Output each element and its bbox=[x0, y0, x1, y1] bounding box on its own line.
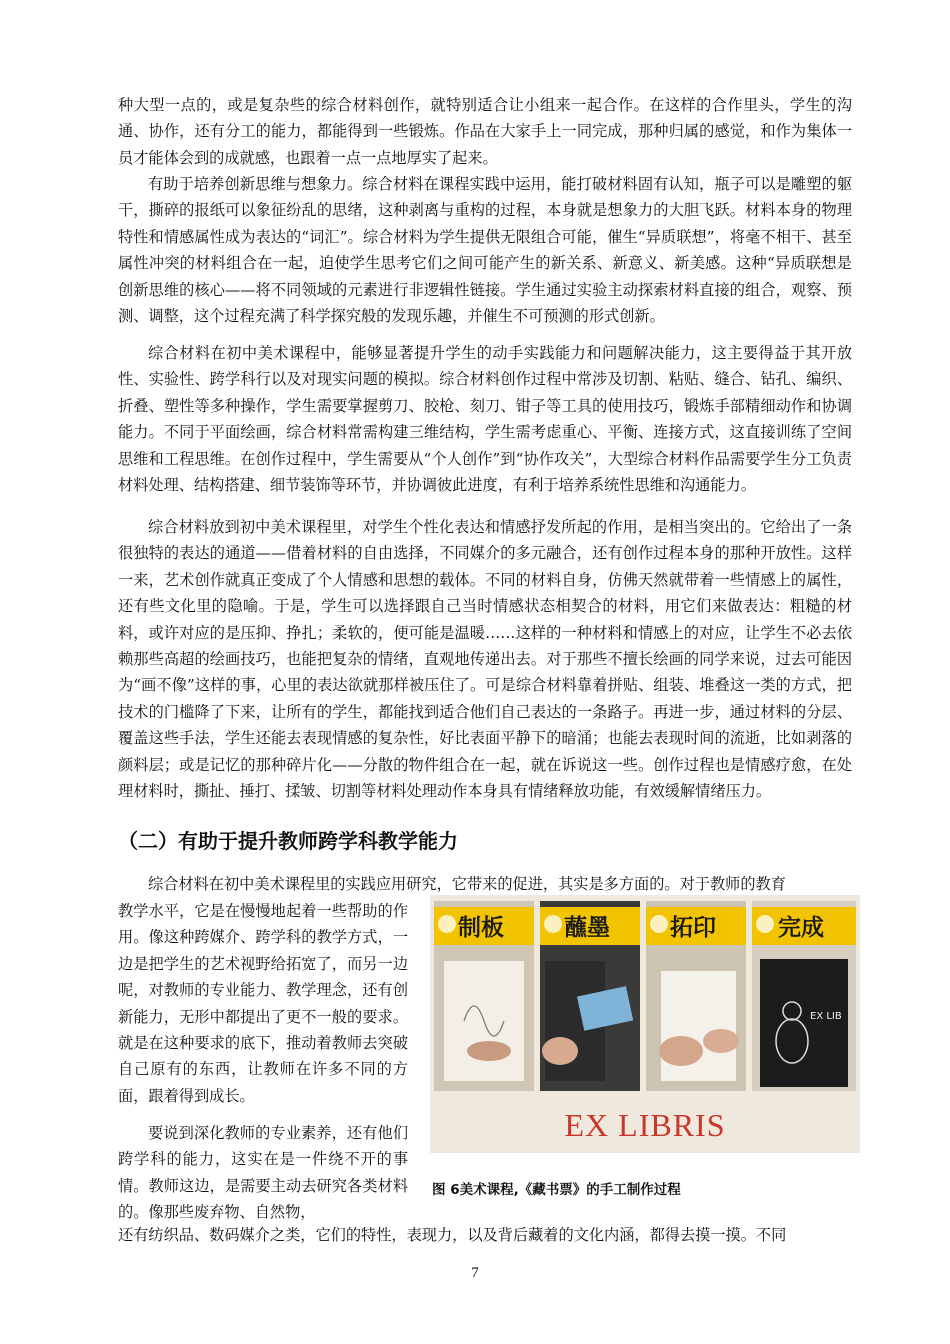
figure-caption: 图 6美术课程,《藏书票》的手工制作过程 bbox=[432, 1182, 681, 1198]
step-number-circle bbox=[650, 915, 668, 933]
step-number-circle bbox=[544, 915, 562, 933]
paragraph-4: 综合材料放到初中美术课程里，对学生个性化表达和情感抒发所起的作用，是相当突出的。它给出了一条很独特的表达的通道——借着材料的自由选择，不同媒介的多元融合，还有创作过程本身的那种开放性。这样一来，艺术创作就真正变成了个人情感和思想的载体。不同的材料自身，仿佛天然就带着一些情感上的属性，还有些文化里的隐喻。于是，学生可以选择跟自己当时情感状态相契合的材料，用它们来做表达：粗糙的材料，或许对应的是压抑、挣扎；柔软的，便可能是温暖……这样的一种材料和情感上的对应，让学生不必去依赖那些高超的绘画技巧，也能把复杂的情绪，直观地传递出去。对于那些不擅长绘画的同学来说，过去可能因为“画不像”这样的事，心里的表达欲就那样被压住了。可是综合材料靠着拼贴、组装、堆叠这一类的方式，把技术的门槛降了下来，让所有的学生，都能找到适合他们自己表达的一条路子。再进一步，通过材料的分层、覆盖这些手法，学生还能去表现情感的复杂性，好比表面平静下的暗涌；也能去表现时间的流逝，比如剥落的颜料层；或是记忆的那种碎片化——分散的物件组合在一起，就在诉说这一些。创作过程也是情感疗愈，在处理材料时，撕扯、捶打、揉皱、切割等材料处理动作本身具有情绪释放功能，有效缓解情绪压力。 bbox=[118, 518, 852, 801]
step-label-print: 拓印 bbox=[670, 915, 716, 941]
paragraph-6-wrapped: 要说到深化教师的专业素养，还有他们跨学科的能力，这实在是一件绕不开的事情。教师这边，是需要主动去研究各类材料的。像那些废弃物、自然物， bbox=[118, 1124, 408, 1222]
bookplate-process-figure bbox=[430, 895, 860, 1153]
paragraph-2: 有助于培养创新思维与想象力。综合材料在课程实践中运用，能打破材料固有认知，瓶子可以是雕塑的躯干，撕碎的报纸可以象征纷乱的思绪，这种剥离与重构的过程，本身就是想象力的大胆飞跃。材料本身的物理特性和情感属性成为表达的“词汇”。综合材料为学生提供无限组合可能，催生“异质联想”，将毫不相干、甚至属性冲突的材料组合在一起，迫使学生思考它们之间可能产生的新关系、新意义、新美感。这种“异质联想是创新思维的核心——将不同领域的元素进行非逻辑性链接。学生通过实验主动探索材料直接的组合，观察、预测、调整，这个过程充满了科学探究般的发现乐趣，并催生不可预测的形式创新。 bbox=[118, 175, 852, 326]
step-label-ink: 蘸墨 bbox=[564, 915, 610, 941]
step-label-complete: 完成 bbox=[778, 915, 824, 941]
step-number-circle bbox=[756, 915, 774, 933]
ex-libris-banner-text: EX LIBRIS bbox=[564, 1107, 726, 1143]
paragraph-1: 种大型一点的，或是复杂些的综合材料创作，就特别适合让小组来一起合作。在这样的合作里头，学生的沟通、协作，还有分工的能力，都能得到一些锻炼。作品在大家手上一同完成，那种归属的感觉，和作为集体一员才能体会到的成就感，也跟着一点一点地厚实了起来。 bbox=[118, 96, 852, 167]
paragraph-3: 综合材料在初中美术课程中，能够显著提升学生的动手实践能力和问题解决能力，这主要得益于其开放性、实验性、跨学科行以及对现实问题的模拟。综合材料创作过程中常涉及切割、粘贴、缝合、钻孔、编织、折叠、塑性等多种操作，学生需要掌握剪刀、胶枪、刻刀、钳子等工具的使用技巧，锻炼手部精细动作和协调能力。不同于平面绘画，综合材料常需构建三维结构，学生需考虑重心、平衡、连接方式，这直接训练了空间思维和工程思维。在创作过程中，学生需要从“个人创作”到“协作攻关”，大型综合材料作品需要学生分工负责材料处理、结构搭建、细节装饰等环节，并协调彼此进度，有利于培养系统性思维和沟通能力。 bbox=[118, 344, 852, 495]
paragraph-6-last-line: 还有纺织品、数码媒介之类，它们的特性，表现力，以及背后藏着的文化内涵，都得去摸一摸。不同 bbox=[118, 1226, 787, 1244]
stamp-text: EX LIB bbox=[810, 1011, 842, 1022]
paragraph-5-first-line: 综合材料在初中美术课程里的实践应用研究，它带来的促进，其实是多方面的。对于教师的教育 bbox=[148, 875, 786, 893]
section-heading: （二）有助于提升教师跨学科教学能力 bbox=[118, 829, 458, 853]
step-label-make-plate: 制板 bbox=[458, 915, 504, 941]
step-number-circle bbox=[438, 915, 456, 933]
page-number: 7 bbox=[471, 1265, 479, 1281]
paragraph-5-wrapped: 教学水平，它是在慢慢地起着一些帮助的作用。像这种跨媒介、跨学科的教学方式，一边是把学生的艺术视野给拓宽了，而另一边呢，对教师的专业能力、教学理念，还有创新能力，无形中都提出了更不一般的要求。就是在这种要求的底下，推动着教师去突破自己原有的东西，让教师在许多不同的方面，跟着得到成长。 bbox=[118, 902, 408, 1105]
